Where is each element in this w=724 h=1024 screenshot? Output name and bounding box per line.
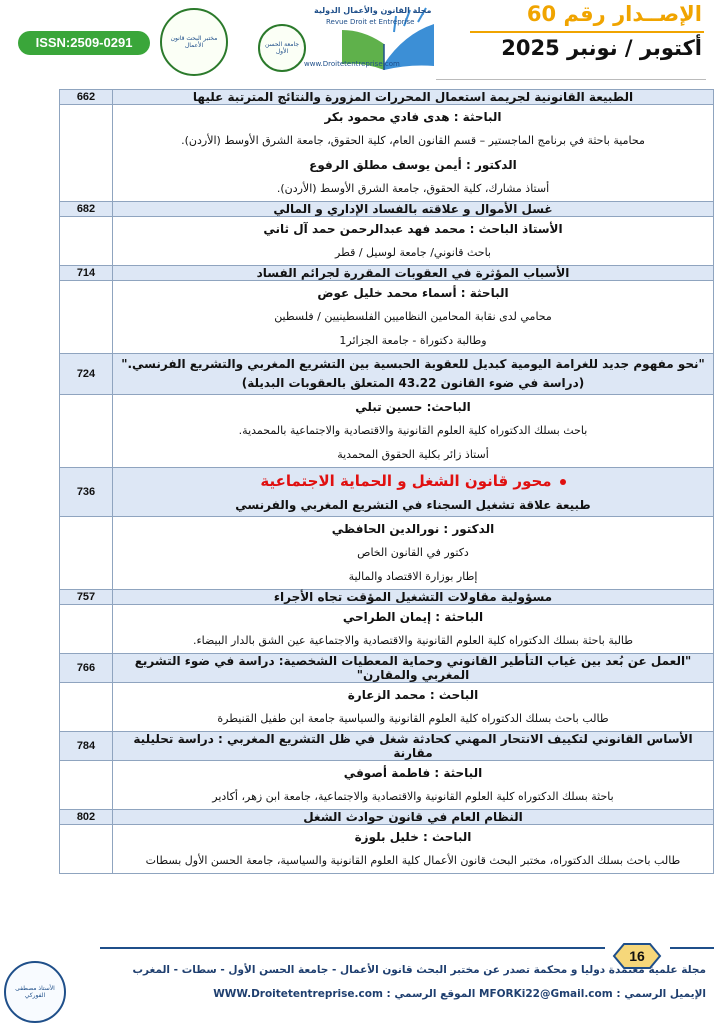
bullet-icon <box>560 479 566 485</box>
empty-page-cell <box>60 605 113 654</box>
article-page: 802 <box>60 810 113 825</box>
article-title: الأسباب المؤثرة في العقوبات المقررة لجرائم الفساد <box>113 266 714 281</box>
author-info <box>113 605 714 654</box>
page-number: 16 <box>629 948 645 964</box>
author-affiliation: إطار بوزارة الاقتصاد والمالية <box>348 570 478 583</box>
toc-title-row <box>60 654 714 683</box>
empty-page-cell <box>60 517 113 590</box>
author-affiliation: دكتور في القانون الخاص <box>357 546 469 559</box>
footer-journal-info: مجلة علمية معتمدة دوليا و محكمة تصدر عن مختبر البحث قانون الأعمال - جامعة الحسن الأول - سطات - المغرب <box>132 964 706 976</box>
toc-author-row <box>60 825 714 874</box>
article-title: مسؤولية مقاولات التشغيل المؤقت تجاه الأجراء <box>113 590 714 605</box>
author-name: الدكتور : نورالدين الحافظي <box>331 522 495 536</box>
author-info <box>113 517 714 590</box>
author-name: الباحث: حسين تبلي <box>355 400 471 414</box>
author-affiliation: طالب باحث بسلك الدكتوراه كلية العلوم القانونية والسياسية جامعة ابن طفيل القنيطرة <box>217 712 609 725</box>
toc-author-row <box>60 761 714 810</box>
author-name: الباحث : خليل بلوزة <box>354 830 472 844</box>
author-name: الباحث : محمد الزعارة <box>347 688 479 702</box>
lab-logo <box>160 8 228 76</box>
banner-subtitle: Revue Droit et Entreprise <box>326 18 415 26</box>
issue-divider <box>470 31 704 33</box>
university-logo-text: جامعة الحسن الأول <box>264 41 300 55</box>
author-affiliation: وطالبة دكتوراة - جامعة الجزائر1 <box>339 334 487 347</box>
article-title: الطبيعة القانونية لجريمة استعمال المحررات المزورة والنتائج المترتبة عليها <box>113 90 714 105</box>
lab-logo-text: مختبر البحث قانون الأعمال <box>170 35 218 49</box>
university-logo <box>258 24 306 72</box>
author-name: الدكتور : أيمن يوسف مطلق الرفوع <box>309 158 517 172</box>
author-name: الباحثة : إيمان الطراحي <box>342 610 484 624</box>
author-name: الأستاذ الباحث : محمد فهد عبدالرحمن حمد آل ثاني <box>263 222 563 236</box>
header-divider <box>436 79 706 80</box>
article-page: 724 <box>60 354 113 395</box>
author-name: الباحثة : هدى فادي محمود بكر <box>324 110 502 124</box>
author-affiliation: محامية باحثة في برنامج الماجستير – قسم القانون العام، كلية الحقوق، جامعة الشرق الأوسط (الأردن). <box>181 134 645 147</box>
empty-page-cell <box>60 761 113 810</box>
issue-date: أكتوبر / نونبر 2025 <box>501 36 702 60</box>
author-info <box>113 825 714 874</box>
issue-number: الإصــدار رقم 60 <box>526 2 702 26</box>
empty-page-cell <box>60 825 113 874</box>
article-title: "نحو مفهوم جديد للغرامة اليومية كبديل للعقوبة الحبسية بين التشريع المغربي والتشريع الفرنسي." (دراسة في ضوء القانون 43.22 المتعلق بالعقوبات البديلة) <box>113 354 714 395</box>
article-title: طبيعة علاقة تشغيل السجناء في التشريع المغربي والفرنسي <box>235 498 591 512</box>
seal-text: الأستاذ مصطفى الفوركي <box>15 985 55 999</box>
empty-page-cell <box>60 395 113 468</box>
article-title: "العمل عن بُعد بين غياب التأطير القانوني وحماية المعطيات الشخصية: دراسة في ضوء التشريع المغربي والمقارن" <box>113 654 714 683</box>
toc-title-row <box>60 90 714 105</box>
toc-author-row <box>60 281 714 354</box>
section-heading <box>119 468 707 494</box>
banner-url: www.Droitetentreprise.com <box>304 60 400 68</box>
toc-title-row <box>60 266 714 281</box>
section-heading-text: محور قانون الشغل و الحماية الاجتماعية <box>260 472 552 490</box>
author-name: الباحثة : أسماء محمد خليل عوض <box>317 286 509 300</box>
author-affiliation: أستاذ زائر بكلية الحقوق المحمدية <box>337 448 489 461</box>
toc-author-row <box>60 395 714 468</box>
author-affiliation: طالب باحث بسلك الدكتوراه، مختبر البحث قانون الأعمال كلية العلوم القانونية والسياسية، جامعة الحسن الأول بسطات <box>145 854 681 867</box>
issn-badge: ISSN:2509-0291 <box>18 31 150 55</box>
article-page: 736 <box>60 468 113 517</box>
author-affiliation: باحث قانوني/ جامعة لوسيل / قطر <box>335 246 491 259</box>
table-of-contents <box>59 89 714 874</box>
author-affiliation: محامي لدى نقابة المحامين النظاميين الفلسطينيين / فلسطين <box>274 310 552 323</box>
article-page: 784 <box>60 732 113 761</box>
article-title: الأساس القانوني لتكييف الانتحار المهني كحادثة شغل في ظل التشريع المغربي : دراسة تحليلية مقارنة <box>113 732 714 761</box>
toc-title-row <box>60 590 714 605</box>
toc-title-row <box>60 202 714 217</box>
toc-title-row <box>60 810 714 825</box>
author-info <box>113 105 714 202</box>
banner-title: مجلة القانون والأعمال الدولية <box>314 6 432 15</box>
page-header <box>0 0 724 85</box>
toc-section-row <box>60 468 714 517</box>
footer-contact: الإيميل الرسمي : MFORKi22@Gmail.com الموقع الرسمي : WWW.Droitetentreprise.com <box>213 988 706 1000</box>
author-affiliation: باحث بسلك الدكتوراه كلية العلوم القانونية والاقتصادية والاجتماعية بالمحمدية. <box>238 424 588 437</box>
article-title: غسل الأموال و علاقته بالفساد الإداري و المالي <box>113 202 714 217</box>
author-affiliation: أستاذ مشارك، كلية الحقوق، جامعة الشرق الأوسط (الأردن). <box>276 182 550 195</box>
director-seal <box>4 961 66 1023</box>
author-info <box>113 281 714 354</box>
article-page: 766 <box>60 654 113 683</box>
empty-page-cell <box>60 683 113 732</box>
empty-page-cell <box>60 281 113 354</box>
article-page: 682 <box>60 202 113 217</box>
article-page: 662 <box>60 90 113 105</box>
toc-author-row <box>60 605 714 654</box>
toc-author-row <box>60 105 714 202</box>
footer-divider-right <box>670 947 714 949</box>
author-affiliation: باحثة بسلك الدكتوراه كلية العلوم القانونية والاقتصادية والاجتماعية، جامعة ابن زهر، أكادير <box>212 790 614 803</box>
author-info <box>113 683 714 732</box>
article-page: 714 <box>60 266 113 281</box>
toc-author-row <box>60 517 714 590</box>
empty-page-cell <box>60 105 113 202</box>
article-title: النظام العام في قانون حوادث الشغل <box>113 810 714 825</box>
toc-author-row <box>60 683 714 732</box>
article-page: 757 <box>60 590 113 605</box>
empty-page-cell <box>60 217 113 266</box>
toc-title-row <box>60 732 714 761</box>
author-info <box>113 395 714 468</box>
toc-title-row <box>60 354 714 395</box>
author-affiliation: طالبة باحثة بسلك الدكتوراه كلية العلوم القانونية والاقتصادية والاجتماعية عين الشق بالدار البيضاء. <box>192 634 634 647</box>
footer-divider <box>100 947 605 949</box>
toc-author-row <box>60 217 714 266</box>
author-info <box>113 761 714 810</box>
author-name: الباحثة : فاطمة أصوفي <box>343 766 483 780</box>
author-info <box>113 217 714 266</box>
